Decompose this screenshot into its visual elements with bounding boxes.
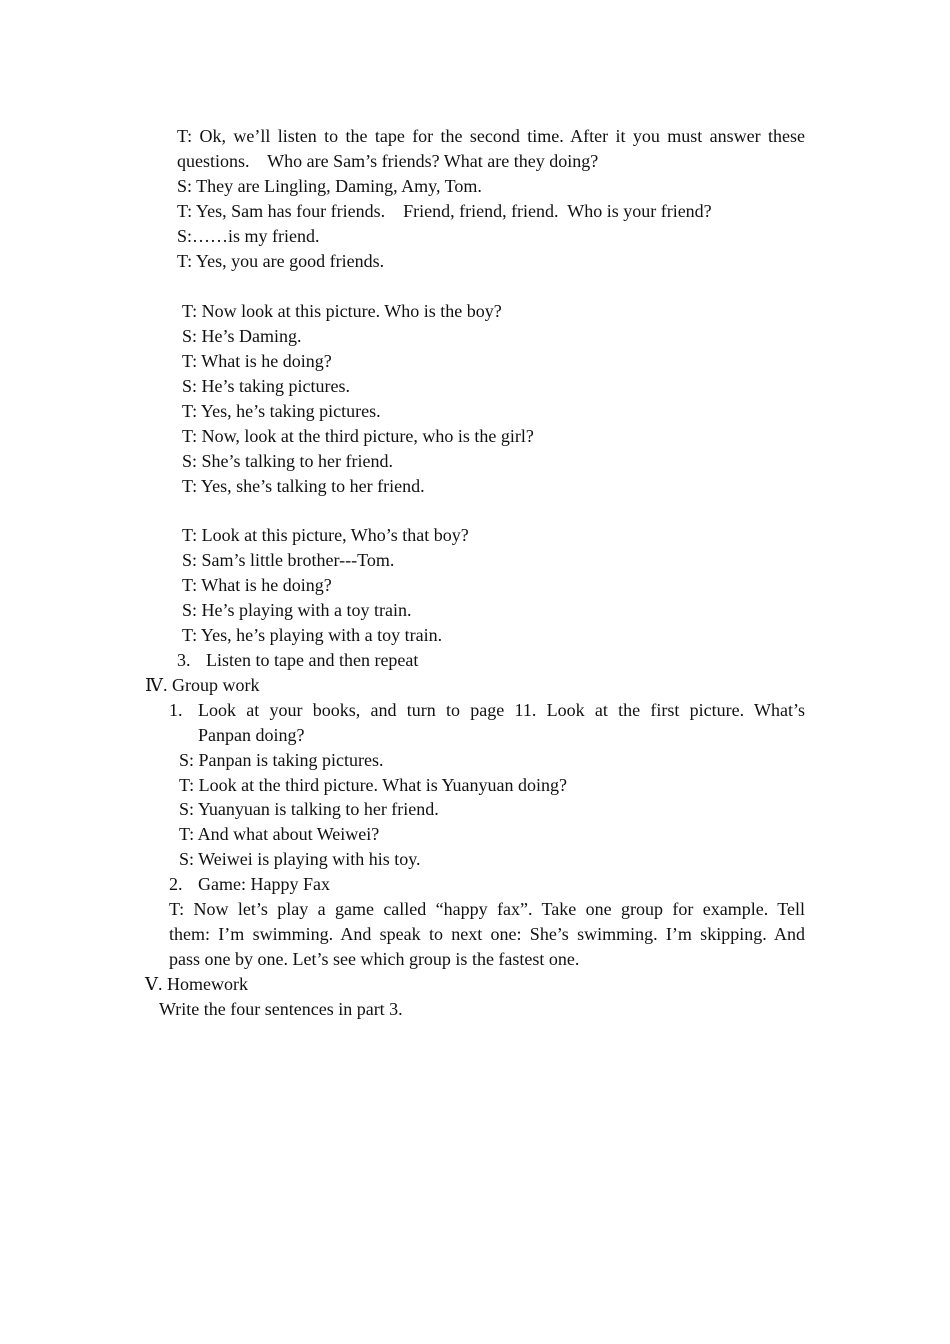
dialogue-line: S: He’s playing with a toy train. — [182, 600, 412, 620]
paragraph-line: T: Now let’s play a game called “happy fax”. Take one group for example. Tell — [169, 899, 805, 919]
dialogue-line: S: She’s talking to her friend. — [182, 451, 393, 471]
dialogue-line: T: And what about Weiwei? — [179, 824, 380, 844]
dialogue-line: T: What is he doing? — [182, 575, 332, 595]
paragraph-line: them: I’m swimming. And speak to next one: She’s swimming. I’m skipping. And — [169, 924, 805, 944]
dialogue-line: T: Yes, you are good friends. — [177, 251, 385, 271]
dialogue-line: T: Yes, he’s taking pictures. — [182, 401, 381, 421]
list-item-text: Listen to tape and then repeat — [206, 650, 419, 670]
dialogue-line: S: They are Lingling, Daming, Amy, Tom. — [177, 176, 482, 196]
list-number: 3. — [177, 650, 191, 670]
dialogue-line: T: What is he doing? — [182, 351, 332, 371]
dialogue-line: S: Sam’s little brother---Tom. — [182, 550, 395, 570]
dialogue-line: S: Yuanyuan is talking to her friend. — [179, 799, 439, 819]
dialogue-line: T: Now, look at the third picture, who is the girl? — [182, 426, 534, 446]
dialogue-line: S: He’s taking pictures. — [182, 376, 350, 396]
list-item-text: Look at your books, and turn to page 11. Look at the first picture. What’s — [198, 700, 805, 720]
section-heading: Ⅳ. Group work — [145, 675, 260, 695]
dialogue-line: T: Yes, he’s playing with a toy train. — [182, 625, 443, 645]
section-heading: Ⅴ. Homework — [145, 974, 248, 994]
dialogue-line: T: Yes, Sam has four friends. Friend, friend, friend. Who is your friend? — [177, 201, 712, 221]
dialogue-line: T: Now look at this picture. Who is the boy? — [182, 301, 502, 321]
dialogue-line: T: Yes, she’s talking to her friend. — [182, 476, 425, 496]
dialogue-line: T: Look at this picture, Who’s that boy? — [182, 525, 469, 545]
dialogue-line: S: Panpan is taking pictures. — [179, 750, 384, 770]
dialogue-line: T: Look at the third picture. What is Yuanyuan doing? — [179, 775, 568, 795]
paragraph-line: pass one by one. Let’s see which group is the fastest one. — [169, 949, 580, 969]
dialogue-line: S: Weiwei is playing with his toy. — [179, 849, 421, 869]
dialogue-line: S:……is my friend. — [177, 226, 320, 246]
list-number: 1. — [169, 700, 183, 720]
list-item-text: Panpan doing? — [198, 725, 305, 745]
list-number: 2. — [169, 874, 183, 894]
list-item-text: Game: Happy Fax — [198, 874, 330, 894]
dialogue-line: S: He’s Daming. — [182, 326, 302, 346]
dialogue-line: T: Ok, we’ll listen to the tape for the second time. After it you must answer these — [177, 126, 805, 146]
homework-text: Write the four sentences in part 3. — [159, 999, 403, 1019]
dialogue-line: questions. Who are Sam’s friends? What are they doing? — [177, 151, 599, 171]
